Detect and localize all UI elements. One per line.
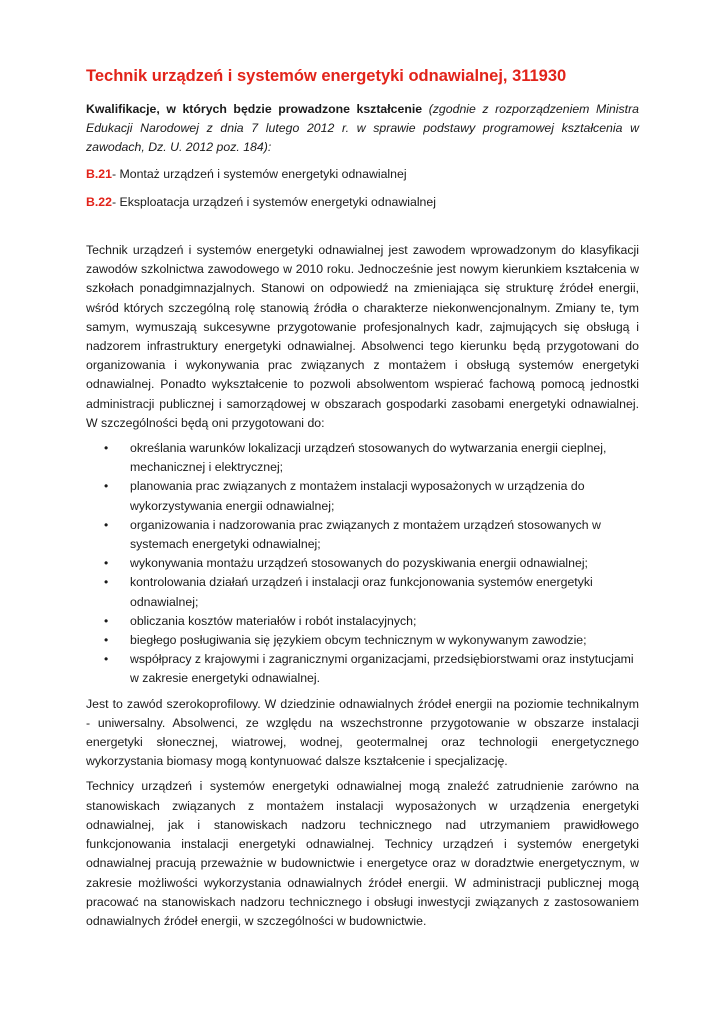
qualifications-intro [86, 100, 639, 157]
bullet-icon: • [104, 575, 109, 590]
page-title: Technik urządzeń i systemów energetyki odnawialnej, 311930 [86, 67, 567, 85]
employment-paragraph: Technicy urządzeń i systemów energetyki odnawialnej mogą znaleźć zatrudnienie zarówno na stanowiskach związanych z montażem instalacji wyposażonych w urządzenia energetyki odnawialnej, jak i stanowiskach nadzoru technicznego nad utrzymaniem prawidłowego funkcjonowania instalacji energetyki odnawialnej. Technicy urządzeń i systemów energetyki odnawialnej pracują przeważnie w budownictwie i energetyce oraz w doradztwie energetycznym, w zakresie możliwości wykorzystania odnawialnych źródeł energii. W administracji publicznej mogą pracować na stanowiskach nadzoru technicznego i obsługi inwestycji związanych z zastosowaniem odnawialnych źródeł energii, w szczególności w budownictwie. [86, 779, 639, 928]
list-item: • określania warunków lokalizacji urządzeń stosowanych do wytwarzania energii cieplnej, mechanicznej i elektrycznej; [104, 441, 607, 475]
bullet-icon: • [104, 479, 109, 494]
bullet-icon: • [104, 613, 109, 628]
qualification-item [86, 165, 639, 183]
list-item: • biegłego posługiwania się językiem obcym technicznym w wykonywanym zawodzie; [130, 631, 639, 650]
list-item: • obliczania kosztów materiałów i robót instalacyjnych; [130, 612, 639, 631]
skills-list [86, 439, 639, 689]
list-item: • planowania prac związanych z montażem instalacji wyposażonych w urządzenia do wykorzystywania energii odnawialnej; [104, 479, 585, 513]
qualification-text: - Montaż urządzeń i systemów energetyki odnawialnej [111, 167, 407, 181]
list-item: • kontrolowania działań urządzeń i instalacji oraz funkcjonowania systemów energetyki odnawialnej; [104, 575, 593, 609]
qualification-text: - Eksploatacja urządzeń i systemów energetyki odnawialnej [111, 195, 436, 209]
bullet-icon: • [104, 517, 109, 532]
qualification-item [86, 193, 639, 211]
bullet-icon: • [104, 556, 109, 571]
qualifications-note: (zgodnie z rozporządzeniem Ministra Edukacji Narodowej z dnia 7 lutego 2012 r. w sprawie podstawy programowej kształcenia w zawodach, Dz. U. 2012 poz. 184): [86, 102, 639, 154]
qualification-code: B.22 [86, 195, 112, 209]
qualification-code: B.21 [86, 167, 112, 181]
list-item: • organizowania i nadzorowania prac związanych z montażem urządzeń stosowanych w systemach energetyki odnawialnej; [104, 517, 601, 552]
list-item: • współpracy z krajowymi i zagranicznymi organizacjami, przedsiębiorstwami oraz instytucjami w zakresie energetyki odnawialnej. [104, 652, 634, 686]
bullet-icon: • [104, 652, 109, 667]
list-item: • wykonywania montażu urządzeń stosowanych do pozyskiwania energii odnawialnej; [130, 554, 639, 573]
bullet-icon: • [104, 441, 109, 456]
bullet-icon: • [104, 633, 109, 648]
intro-paragraph: Technik urządzeń i systemów energetyki odnawialnej jest zawodem wprowadzonym do klasyfikacji zawodów szkolnictwa zawodowego w 2010 roku. Jednocześnie jest nowym kierunkiem kształcenia w szkołach ponadgimnazjalnych. Stanowi on odpowiedź na zmieniająca się strukturę źródeł energii, wśród których szczególną rolę stanowią źródła o charakterze niekonwencjonalnym. Zmiany te, tym samym, wymuszają sukcesywne przygotowanie profesjonalnych kadr, zajmujących się obsługą i nadzorem infrastruktury energetyki odnawialnej. Absolwenci tego kierunku będą przygotowani do organizowania i wykonywania prac związanych z montażem i obsługą systemów energetyki odnawialnej. Ponadto wykształcenie to pozwoli absolwentom wspierać fachową pomocą jednostki administracji publicznej i samorządowej w obszarach gospodarki zasobami energetyki odnawialnej. W szczególności będą oni przygotowani do: [86, 243, 639, 430]
qualifications-lead: Kwalifikacje, w których będzie prowadzone kształcenie [86, 102, 423, 116]
profile-paragraph: Jest to zawód szerokoprofilowy. W dziedzinie odnawialnych źródeł energii na poziomie technikalnym - uniwersalny. Absolwenci, ze względu na wszechstronne przygotowanie w obszarze instalacji energetyki słonecznej, wiatrowej, wodnej, geotermalnej oraz technologii energetycznego wykorzystania biomasy mogą kontynuować dalsze kształcenie i specjalizację. [86, 696, 639, 769]
